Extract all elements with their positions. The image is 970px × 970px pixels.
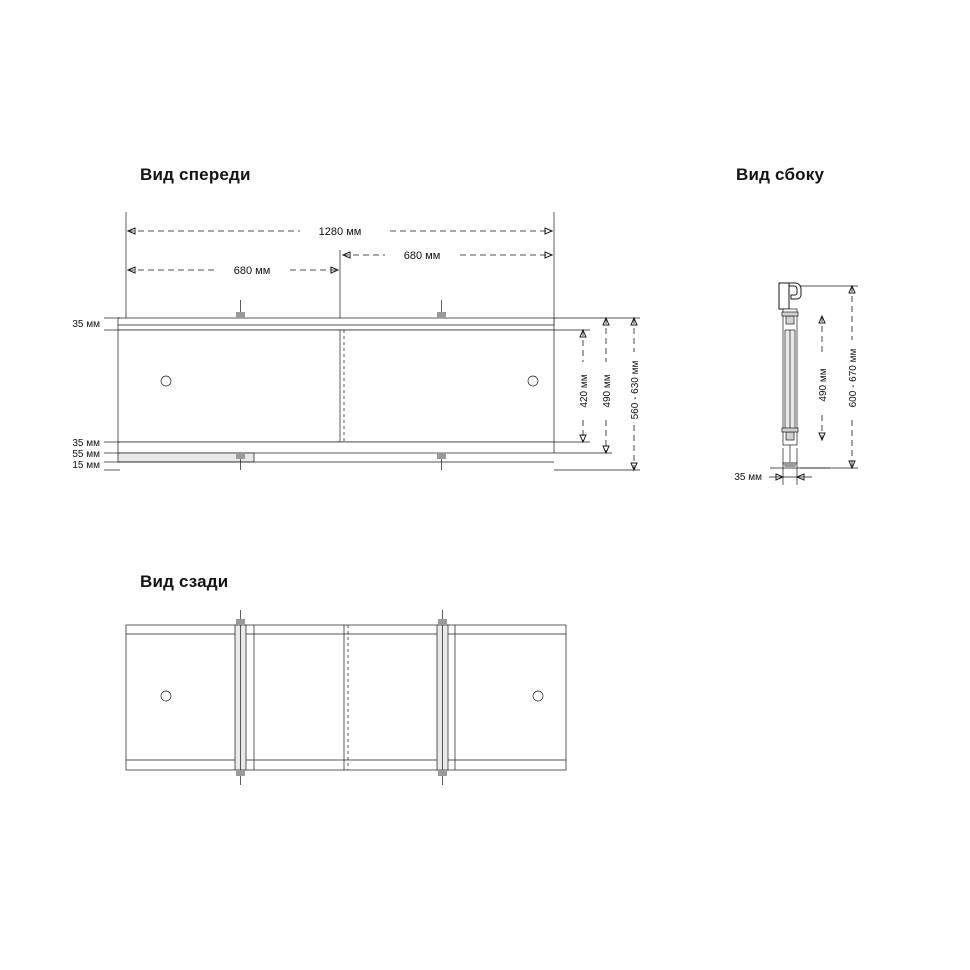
dim-left-panel-label: 680 мм bbox=[233, 265, 271, 277]
dim-bottom-rail-label: 35 мм bbox=[72, 438, 100, 449]
back-rail-left bbox=[235, 610, 246, 785]
dim-height-total-label: 560 - 630 мм bbox=[630, 360, 641, 420]
dim-right-panel-label: 680 мм bbox=[403, 250, 441, 262]
dim-height-420-label: 420 мм bbox=[579, 374, 590, 408]
dim-foot-label: 15 мм bbox=[72, 460, 100, 471]
dim-side-490-label: 490 мм bbox=[818, 368, 829, 402]
back-view-title: Вид сзади bbox=[140, 572, 229, 591]
dim-side-total-label: 600 - 670 мм bbox=[848, 348, 859, 408]
side-view-title: Вид сбоку bbox=[736, 165, 825, 184]
dim-skirt-label: 55 мм bbox=[72, 449, 100, 460]
back-rail-right bbox=[437, 610, 448, 785]
dim-side-depth-label: 35 мм bbox=[734, 472, 762, 483]
dim-top-rail-label: 35 мм bbox=[72, 319, 100, 330]
back-panel-body bbox=[126, 625, 566, 770]
dim-total-width-label: 1280 мм bbox=[318, 226, 362, 238]
dim-height-490-label: 490 мм bbox=[602, 374, 613, 408]
front-view-title: Вид спереди bbox=[140, 165, 251, 184]
